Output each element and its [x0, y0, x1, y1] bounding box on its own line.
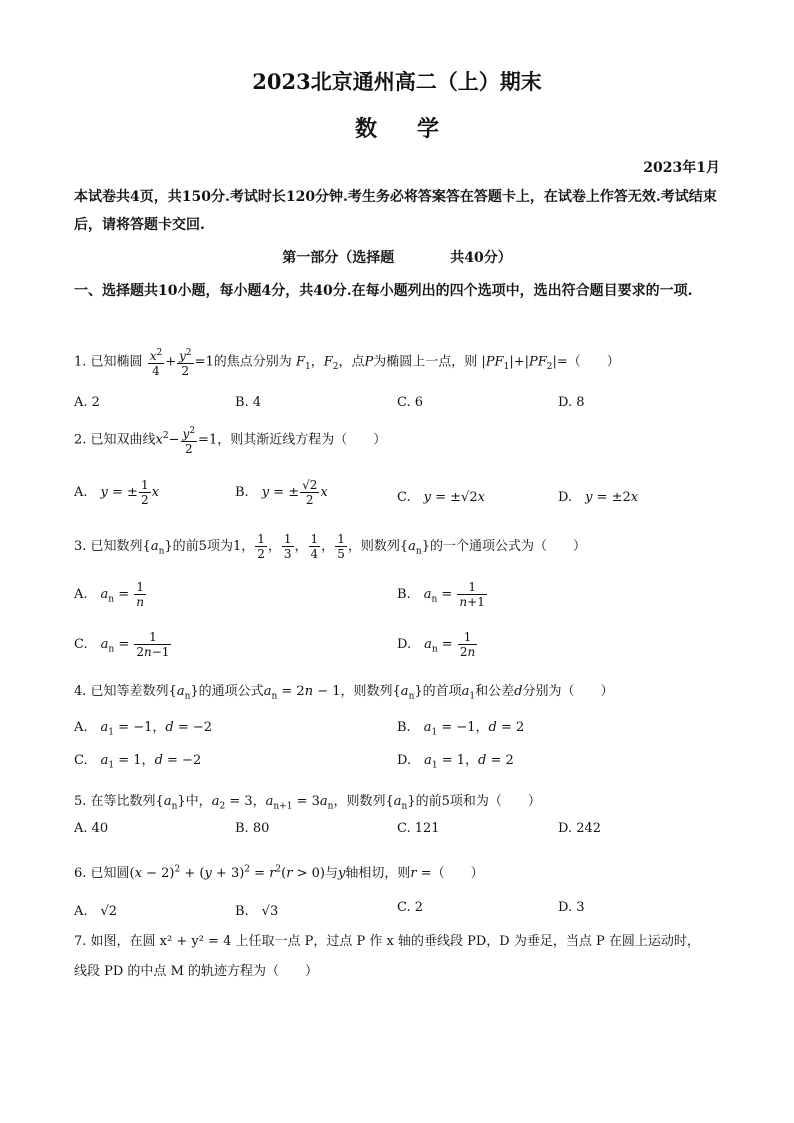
page-title: 2023北京通州高二（上）期末 — [252, 69, 542, 94]
q3-option-b[interactable]: B. $a_n$ = $\frac{1}{n+1}$ — [397, 580, 485, 609]
q6-option-a[interactable]: A. √2 — [74, 904, 118, 919]
q4-option-a[interactable]: A. $a_1 = -1$，d = −2 — [74, 720, 213, 738]
section-heading: 一、选择题共10小题，每小题4分，共40分.在每小题列出的四个选项中，选出符合题目要求的一项. — [74, 283, 693, 299]
question-5: 5. 在等比数列$\{a_n\}$中，$a_2 = 3$，$a_{n+1} = 3a_n$，则数列$\{a_n\}$的前5项和为（ ） — [74, 794, 541, 812]
q3-option-d[interactable]: D. $a_n$ = $\frac{1}{2n}$ — [397, 630, 476, 659]
q1-option-b[interactable]: B. 4 — [235, 395, 262, 410]
question-2: 2. 已知双曲线$x^2-$ $\frac{y^2}{2}$ =1，则其渐近线方程为（ ） — [74, 426, 387, 456]
q3-option-c[interactable]: C. $a_n$ = $\frac{1}{2n-1}$ — [74, 630, 170, 659]
q2-option-a[interactable]: A. y = ± $\frac{1}{2}$ x — [74, 478, 159, 507]
q2-option-b[interactable]: B. y = ± $\frac{√2}{2}$ x — [235, 478, 328, 507]
question-4: 4. 已知等差数列$\{a_n\}$的通项公式$a_n = 2n - 1$，则数列$\{a_n\}$的首项$a_1$和公差d分别为（ ） — [74, 684, 614, 702]
question-1: 1. 已知椭圆 $\frac{x^2}{4}$ + $\frac{y^2}{2}$ =1的焦点分别为 $F_1$，$F_2$，点P为椭圆上一点，则 $|PF_1|+|PF_2|=$（ ） — [74, 348, 620, 378]
exam-date: 2023年1月 — [643, 160, 720, 176]
q6-option-d[interactable]: D. 3 — [558, 900, 585, 915]
q1-option-a[interactable]: A. 2 — [74, 395, 100, 410]
q6-option-b[interactable]: B. √3 — [235, 904, 279, 919]
q1-option-d[interactable]: D. 8 — [558, 395, 585, 410]
q4-option-d[interactable]: D. $a_1 = 1$，d = 2 — [397, 753, 514, 771]
q4-option-c[interactable]: C. $a_1 = 1$，d = −2 — [74, 753, 202, 771]
q2-option-c[interactable]: C. y = ±√2x — [397, 490, 485, 505]
part-heading: 第一部分（选择题 共40分） — [282, 250, 512, 266]
q5-option-c[interactable]: C. 121 — [397, 821, 440, 836]
exam-instructions: 本试卷共4页，共150分.考试时长120分钟.考生务必将答案答在答题卡上，在试卷上作答无效.考试结束后，请将答题卡交回. — [74, 189, 717, 233]
question-7-line-2: 线段 PD 的中点 M 的轨迹方程为（ ） — [74, 964, 319, 979]
q3-option-a[interactable]: A. $a_n$ = $\frac{1}{n}$ — [74, 580, 144, 609]
q5-option-b[interactable]: B. 80 — [235, 821, 270, 836]
q4-option-b[interactable]: B. $a_1 = -1$，d = 2 — [397, 720, 525, 738]
q6-option-c[interactable]: C. 2 — [397, 900, 424, 915]
question-3: 3. 已知数列$\{a_n\}$的前5项为1， $\frac{1}{2}$ ， $\frac{1}{3}$ ， $\frac{1}{4}$ ， $\frac{1}{5}$ ，则数列$\{a_n\}$的一个通项公式为（ ） — [74, 532, 586, 561]
q1-option-c[interactable]: C. 6 — [397, 395, 424, 410]
q5-option-d[interactable]: D. 242 — [558, 821, 602, 836]
question-6: 6. 已知圆$(x - 2)^2 + (y + 3)^2 = r^2(r > 0)$与y轴相切，则r =（ ） — [74, 864, 484, 881]
question-7-line-1: 7. 如图，在圆 x² + y² = 4 上任取一点 P，过点 P 作 x 轴的垂线段 PD，D 为垂足，当点 P 在圆上运动时， — [74, 934, 700, 949]
q2-option-d[interactable]: D. y = ±2x — [558, 490, 639, 505]
q5-option-a[interactable]: A. 40 — [74, 821, 109, 836]
subject-title: 数学 — [354, 116, 479, 142]
